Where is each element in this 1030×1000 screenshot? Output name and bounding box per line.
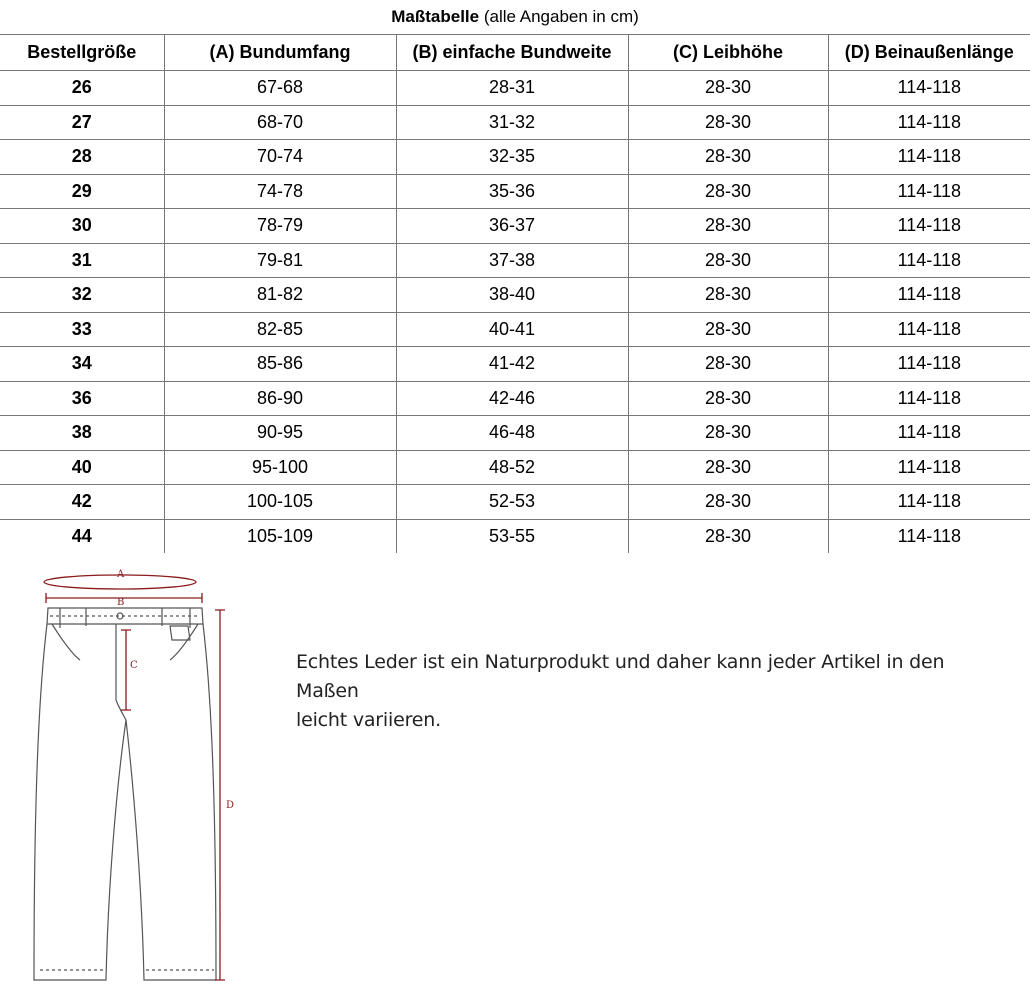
rise-cell: 28-30 xyxy=(628,140,828,175)
table-row xyxy=(0,450,1030,485)
column-header-size: Bestellgröße xyxy=(0,35,164,71)
size-cell: 33 xyxy=(0,312,164,347)
label-a: A xyxy=(117,569,125,580)
column-header-waist: (A) Bundumfang xyxy=(164,35,396,71)
waist-cell: 82-85 xyxy=(164,312,396,347)
label-c: C xyxy=(130,660,138,671)
size-cell: 30 xyxy=(0,209,164,244)
size-cell: 27 xyxy=(0,105,164,140)
table-row xyxy=(0,485,1030,520)
table-row xyxy=(0,312,1030,347)
rise-cell: 28-30 xyxy=(628,105,828,140)
waist-cell: 81-82 xyxy=(164,278,396,313)
half-waist-cell: 37-38 xyxy=(396,243,628,278)
rise-cell: 28-30 xyxy=(628,71,828,106)
size-cell: 26 xyxy=(0,71,164,106)
outseam-cell: 114-118 xyxy=(828,312,1030,347)
table-row xyxy=(0,347,1030,382)
outseam-cell: 114-118 xyxy=(828,450,1030,485)
outseam-cell: 114-118 xyxy=(828,140,1030,175)
half-waist-cell: 36-37 xyxy=(396,209,628,244)
table-row xyxy=(0,71,1030,106)
table-row xyxy=(0,209,1030,244)
rise-cell: 28-30 xyxy=(628,485,828,520)
size-cell: 28 xyxy=(0,140,164,175)
size-cell: 32 xyxy=(0,278,164,313)
fly-seam xyxy=(116,624,126,720)
outseam-cell: 114-118 xyxy=(828,416,1030,451)
table-row xyxy=(0,174,1030,209)
table-header-row xyxy=(0,35,1030,71)
rise-cell: 28-30 xyxy=(628,347,828,382)
rise-cell: 28-30 xyxy=(628,450,828,485)
outseam-cell: 114-118 xyxy=(828,381,1030,416)
left-pocket xyxy=(52,624,80,660)
half-waist-cell: 38-40 xyxy=(396,278,628,313)
half-waist-cell: 48-52 xyxy=(396,450,628,485)
table-row xyxy=(0,140,1030,175)
outseam-cell: 114-118 xyxy=(828,209,1030,244)
note-line-2: leicht variieren. xyxy=(296,709,441,731)
waist-cell: 95-100 xyxy=(164,450,396,485)
waist-cell: 79-81 xyxy=(164,243,396,278)
size-cell: 44 xyxy=(0,519,164,553)
waist-cell: 100-105 xyxy=(164,485,396,520)
half-waist-cell: 28-31 xyxy=(396,71,628,106)
right-leg-outline xyxy=(126,624,216,980)
waist-cell: 105-109 xyxy=(164,519,396,553)
rise-cell: 28-30 xyxy=(628,381,828,416)
column-header-half-waist: (B) einfache Bundweite xyxy=(396,35,628,71)
table-row xyxy=(0,519,1030,553)
rise-cell: 28-30 xyxy=(628,278,828,313)
rise-cell: 28-30 xyxy=(628,519,828,553)
waist-cell: 78-79 xyxy=(164,209,396,244)
table-row xyxy=(0,416,1030,451)
belt-loops xyxy=(60,608,190,628)
size-cell: 40 xyxy=(0,450,164,485)
waist-cell: 86-90 xyxy=(164,381,396,416)
rise-cell: 28-30 xyxy=(628,416,828,451)
rise-cell: 28-30 xyxy=(628,174,828,209)
half-waist-cell: 31-32 xyxy=(396,105,628,140)
right-pocket xyxy=(170,624,198,660)
outseam-cell: 114-118 xyxy=(828,71,1030,106)
size-cell: 42 xyxy=(0,485,164,520)
half-waist-cell: 53-55 xyxy=(396,519,628,553)
trousers-diagram xyxy=(20,560,250,990)
size-cell: 34 xyxy=(0,347,164,382)
waist-cell: 70-74 xyxy=(164,140,396,175)
outseam-cell: 114-118 xyxy=(828,519,1030,553)
half-waist-cell: 35-36 xyxy=(396,174,628,209)
half-waist-cell: 41-42 xyxy=(396,347,628,382)
table-title-rest: (alle Angaben in cm) xyxy=(479,7,639,26)
leather-note xyxy=(296,648,996,735)
table-title xyxy=(0,0,1030,35)
table-row xyxy=(0,381,1030,416)
table-row xyxy=(0,105,1030,140)
outseam-cell: 114-118 xyxy=(828,174,1030,209)
rise-cell: 28-30 xyxy=(628,243,828,278)
label-b: B xyxy=(117,597,125,608)
measure-d-line xyxy=(215,610,225,980)
half-waist-cell: 52-53 xyxy=(396,485,628,520)
outseam-cell: 114-118 xyxy=(828,485,1030,520)
column-header-outseam: (D) Beinaußenlänge xyxy=(828,35,1030,71)
left-leg-outline xyxy=(34,624,126,980)
half-waist-cell: 42-46 xyxy=(396,381,628,416)
table-row xyxy=(0,278,1030,313)
waist-cell: 90-95 xyxy=(164,416,396,451)
waist-cell: 68-70 xyxy=(164,105,396,140)
half-waist-cell: 32-35 xyxy=(396,140,628,175)
column-header-rise: (C) Leibhöhe xyxy=(628,35,828,71)
table-row xyxy=(0,243,1030,278)
coin-pocket xyxy=(170,626,190,640)
waist-cell: 67-68 xyxy=(164,71,396,106)
table-body xyxy=(0,71,1030,554)
outseam-cell: 114-118 xyxy=(828,105,1030,140)
waist-cell: 85-86 xyxy=(164,347,396,382)
half-waist-cell: 40-41 xyxy=(396,312,628,347)
rise-cell: 28-30 xyxy=(628,312,828,347)
label-d: D xyxy=(226,800,235,811)
size-cell: 29 xyxy=(0,174,164,209)
outseam-cell: 114-118 xyxy=(828,347,1030,382)
rise-cell: 28-30 xyxy=(628,209,828,244)
size-cell: 38 xyxy=(0,416,164,451)
size-cell: 31 xyxy=(0,243,164,278)
table-caption-row xyxy=(0,0,1030,35)
half-waist-cell: 46-48 xyxy=(396,416,628,451)
waist-cell: 74-78 xyxy=(164,174,396,209)
note-line-1: Echtes Leder ist ein Naturprodukt und daher kann jeder Artikel in den Maßen xyxy=(296,651,945,702)
outseam-cell: 114-118 xyxy=(828,243,1030,278)
size-cell: 36 xyxy=(0,381,164,416)
outseam-cell: 114-118 xyxy=(828,278,1030,313)
table-title-bold: Maßtabelle xyxy=(391,7,480,26)
